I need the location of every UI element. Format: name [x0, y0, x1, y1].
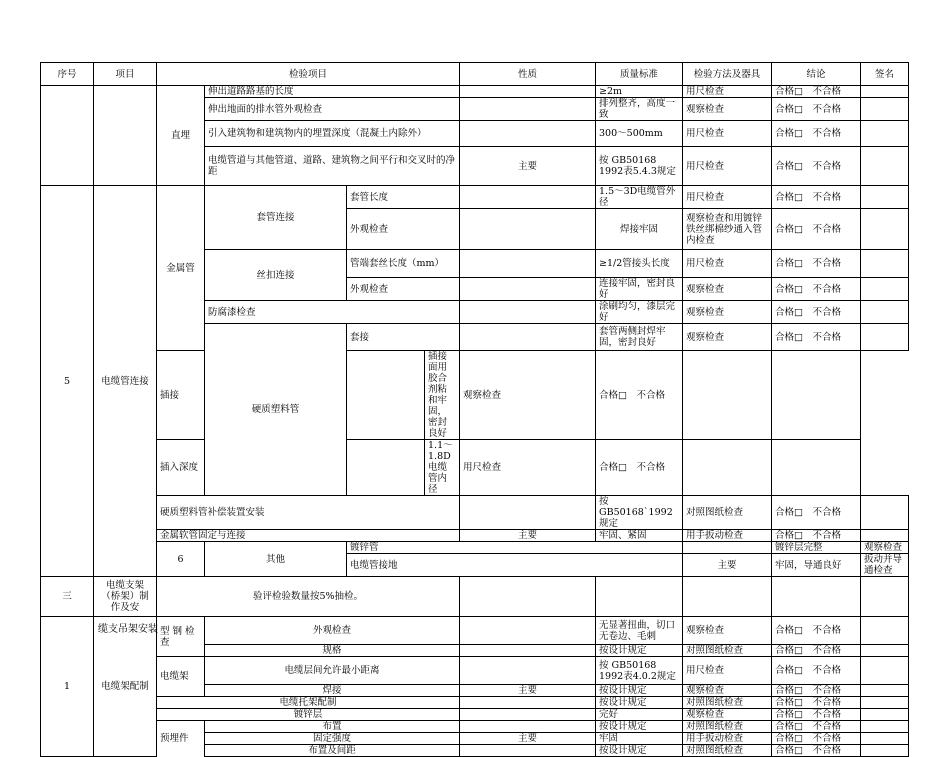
sign-cell — [861, 209, 909, 250]
method-cell: 观察检查 — [683, 709, 772, 721]
sub-group-thread: 丝扣连接 — [205, 250, 347, 301]
method-cell: 用尺检查 — [683, 121, 772, 147]
conclusion-cell: 合格□ 不合格 — [772, 496, 861, 530]
check-item: 套管长度 — [347, 186, 460, 209]
seq-cell — [41, 86, 94, 186]
check-item: 防腐漆检查 — [205, 301, 460, 324]
standard-cell: 涂刷均匀，漆层完好 — [596, 301, 683, 324]
conclusion-cell: 合格□ 不合格 — [772, 617, 861, 645]
sign-cell — [861, 98, 909, 121]
nature-cell — [460, 697, 596, 709]
sign-cell — [861, 324, 909, 351]
nature-cell — [460, 121, 596, 147]
table-row — [41, 496, 909, 530]
method-cell: 观察检查 — [683, 98, 772, 121]
sign-cell — [861, 530, 909, 542]
sign-cell — [861, 733, 909, 745]
section-name: 电缆管连接 — [94, 186, 157, 577]
method-cell: 用尺检查 — [683, 147, 772, 186]
table-row — [41, 577, 909, 617]
section-description: 验评检验数量按5%抽检。 — [157, 577, 460, 617]
nature-cell — [460, 86, 596, 98]
method-cell: 用手扳动检查 — [683, 733, 772, 745]
conclusion-cell: 合格□ 不合格 — [772, 301, 861, 324]
nature-cell: 主要 — [460, 530, 596, 542]
check-item: 电缆层间允许最小距离 — [205, 657, 460, 685]
nature-cell — [460, 617, 596, 645]
nature-cell — [460, 98, 596, 121]
standard-cell: 按设计规定 — [596, 745, 683, 757]
nature-cell: 主要 — [460, 147, 596, 186]
group-cable-rack: 电缆架 — [157, 657, 205, 697]
standard-cell: 牢固 — [596, 733, 683, 745]
sign-cell — [861, 278, 909, 301]
col-seq: 序号 — [41, 63, 94, 86]
conclusion-cell: 合格□ 不合格 — [772, 657, 861, 685]
standard-cell: 1.5～3D电缆管外径 — [596, 186, 683, 209]
standard-cell: 牢固、紧固 — [596, 530, 683, 542]
method-cell: 观察检查 — [683, 278, 772, 301]
sign-cell — [861, 147, 909, 186]
standard-cell: 按GB50168`1992规定 — [596, 496, 683, 530]
sign-cell — [861, 697, 909, 709]
check-item: 镀锌层 — [157, 709, 460, 721]
check-item: 电缆托架配制 — [157, 697, 460, 709]
section-name: 电缆架配制 — [94, 617, 157, 757]
conclusion-cell: 合格□ 不合格 — [596, 440, 683, 496]
method-cell: 观察检查 — [460, 351, 596, 440]
conclusion-cell: 合格□ 不合格 — [772, 186, 861, 209]
method-cell: 用手扳动检查 — [683, 530, 772, 542]
table-row — [41, 186, 909, 209]
nature-cell: 主要 — [460, 685, 596, 697]
standard-cell: 镀锌层完整 — [772, 542, 861, 554]
sign-cell — [861, 745, 909, 757]
check-item: 硬质塑料管补偿装置安装 — [157, 496, 460, 530]
conclusion-cell: 合格□ 不合格 — [772, 709, 861, 721]
standard-cell: 牢固，导通良好 — [772, 554, 861, 577]
nature-cell — [460, 645, 596, 657]
header-row — [41, 63, 909, 86]
inspection-table — [40, 62, 909, 757]
nature-cell — [460, 721, 596, 733]
sign-cell — [861, 617, 909, 645]
table-row — [41, 542, 909, 554]
note-cell — [772, 440, 861, 496]
conclusion-cell: 合格□ 不合格 — [772, 645, 861, 657]
standard-cell: 300～500mm — [596, 121, 683, 147]
check-item: 伸出道路路基的长度 — [205, 86, 460, 98]
nature-cell — [460, 209, 596, 250]
group-embedded: 预埋件 — [157, 721, 205, 757]
section-number: 5 — [41, 186, 94, 577]
standard-cell: 连接牢固，密封良好 — [596, 278, 683, 301]
method-cell: 用尺检查 — [683, 250, 772, 278]
sign-cell — [861, 577, 909, 617]
standard-cell: 按设计规定 — [596, 685, 683, 697]
standard-cell: 按设计规定 — [596, 721, 683, 733]
sign-cell — [861, 121, 909, 147]
check-item: 引入建筑物和建筑物内的埋置深度（混凝土内除外） — [205, 121, 460, 147]
section-name: 电缆支架（桥架）制作及安 — [94, 577, 157, 617]
table-row — [41, 351, 909, 440]
standard-cell: 无显著扭曲，切口无卷边、毛刺 — [596, 617, 683, 645]
standard-cell: 套管两侧封焊牢固，密封良好 — [596, 324, 683, 351]
method-cell: 观察检查 — [683, 617, 772, 645]
conclusion-cell: 合格□ 不合格 — [772, 685, 861, 697]
check-item: 固定强度 — [205, 733, 460, 745]
sign-cell — [861, 250, 909, 278]
conclusion-cell: 合格□ 不合格 — [772, 98, 861, 121]
check-item: 外观检查 — [347, 209, 460, 250]
method-cell: 观察检查 — [683, 324, 772, 351]
method-cell: 用尺检查 — [683, 657, 772, 685]
nature-cell — [347, 351, 425, 440]
method-cell: 用尺检查 — [683, 186, 772, 209]
group-steel-check: 型 钢 检查 — [157, 617, 205, 657]
nature-cell — [347, 440, 425, 496]
col-method: 检验方法及器具 — [683, 63, 772, 86]
standard-cell: ≥1/2管接头长度 — [596, 250, 683, 278]
check-item: 管端套丝长度（mm） — [347, 250, 460, 278]
conclusion-cell: 合格□ 不合格 — [772, 530, 861, 542]
sign-cell — [861, 301, 909, 324]
sign-cell — [683, 440, 772, 496]
standard-cell: 插接面用胶合剂粘和牢固，密封良好 — [425, 351, 460, 440]
col-conclusion: 结论 — [772, 63, 861, 86]
col-standard: 质量标准 — [596, 63, 683, 86]
method-cell: 对照图纸检查 — [683, 745, 772, 757]
conclusion-cell: 合格□ 不合格 — [772, 733, 861, 745]
standard-cell: 按设计规定 — [596, 697, 683, 709]
col-content: 检验项目 — [157, 63, 460, 86]
check-item: 套接 — [347, 324, 460, 351]
item-cell — [94, 86, 157, 186]
sub-group-sleeve: 套管连接 — [205, 186, 347, 250]
check-item: 布置 — [205, 721, 460, 733]
table-row — [41, 440, 909, 496]
nature-cell — [460, 324, 596, 351]
nature-cell — [460, 496, 596, 530]
check-item: 规格 — [205, 645, 460, 657]
check-item: 伸出地面的排水管外观检查 — [205, 98, 460, 121]
group-metal-pipe: 金属管 — [157, 186, 205, 351]
standard-cell: 按设计规定 — [596, 645, 683, 657]
sign-cell — [861, 721, 909, 733]
conclusion-cell: 合格□ 不合格 — [772, 278, 861, 301]
section-number: 1 — [41, 617, 94, 757]
conclusion-cell: 合格□ 不合格 — [772, 86, 861, 98]
method-cell: 用尺检查 — [683, 86, 772, 98]
standard-cell: 完好 — [596, 709, 683, 721]
table-row — [41, 697, 909, 709]
table-row — [41, 86, 909, 98]
standard-cell: 排列整齐，高度一致 — [596, 98, 683, 121]
method-cell: 对照图纸检查 — [683, 697, 772, 709]
check-item: 外观检查 — [205, 617, 460, 645]
check-item: 焊接 — [205, 685, 460, 697]
group-direct: 直埋 — [157, 86, 205, 186]
table-row — [41, 530, 909, 542]
note-cell — [772, 351, 861, 440]
method-cell: 扳动并导通检查 — [861, 554, 909, 577]
conclusion-cell — [772, 577, 861, 617]
sign-cell — [861, 496, 909, 530]
check-item: 镀锌管 — [347, 542, 683, 554]
footnote-text: 缆支吊架安装 — [98, 624, 158, 635]
section-name: 其他 — [205, 542, 347, 577]
table-row — [41, 709, 909, 721]
inspection-sheet — [40, 62, 908, 757]
conclusion-cell: 合格□ 不合格 — [596, 351, 683, 440]
nature-cell — [460, 301, 596, 324]
nature-cell — [460, 186, 596, 209]
conclusion-cell: 合格□ 不合格 — [772, 697, 861, 709]
method-cell: 对照图纸检查 — [683, 645, 772, 657]
standard-cell: 焊接牢固 — [596, 209, 683, 250]
sign-cell — [683, 351, 772, 440]
check-item: 布置及间距 — [205, 745, 460, 757]
nature-cell: 主要 — [683, 554, 772, 577]
method-cell: 对照图纸检查 — [683, 496, 772, 530]
method-cell: 观察检查 — [683, 685, 772, 697]
sign-cell — [861, 657, 909, 685]
sign-cell — [861, 709, 909, 721]
method-cell: 对照图纸检查 — [683, 721, 772, 733]
section-number: 三 — [41, 577, 94, 617]
check-item: 电缆管道与其他管道、道路、建筑物之间平行和交叉时的净距 — [205, 147, 460, 186]
table-row — [41, 721, 909, 733]
conclusion-cell: 合格□ 不合格 — [772, 147, 861, 186]
conclusion-cell: 合格□ 不合格 — [772, 209, 861, 250]
standard-cell: 1.1～1.8D电缆管内径 — [425, 440, 460, 496]
check-item: 电缆管接地 — [347, 554, 683, 577]
check-item: 插接 — [157, 351, 347, 440]
section-number: 6 — [157, 542, 205, 577]
conclusion-cell: 合格□ 不合格 — [772, 250, 861, 278]
method-cell: 观察检查和用镀锌铁丝绑棉纱通入管内检查 — [683, 209, 772, 250]
standard-cell: 按 GB50168 1992表5.4.3规定 — [596, 147, 683, 186]
conclusion-cell: 合格□ 不合格 — [772, 121, 861, 147]
sign-cell — [861, 685, 909, 697]
table-row — [41, 617, 909, 645]
method-cell: 用尺检查 — [460, 440, 596, 496]
col-item: 项目 — [94, 63, 157, 86]
conclusion-cell: 合格□ 不合格 — [772, 324, 861, 351]
check-item: 外观检查 — [347, 278, 460, 301]
standard-cell — [596, 577, 683, 617]
method-cell — [683, 577, 772, 617]
method-cell: 观察检查 — [861, 542, 909, 554]
check-item: 金属软管固定与连接 — [157, 530, 460, 542]
nature-cell — [460, 278, 596, 301]
conclusion-cell: 合格□ 不合格 — [772, 721, 861, 733]
nature-cell — [460, 745, 596, 757]
conclusion-cell: 合格□ 不合格 — [772, 745, 861, 757]
col-sign: 签名 — [861, 63, 909, 86]
nature-cell — [460, 657, 596, 685]
nature-cell — [460, 709, 596, 721]
method-cell: 观察检查 — [683, 301, 772, 324]
group-hard-plastic: 硬质塑料管 — [205, 324, 347, 496]
standard-cell: ≥2m — [596, 86, 683, 98]
nature-cell: 主要 — [460, 733, 596, 745]
check-item: 插入深度 — [157, 440, 347, 496]
nature-cell — [460, 250, 596, 278]
sign-cell — [861, 186, 909, 209]
nature-cell — [683, 542, 772, 554]
col-nature: 性质 — [460, 63, 596, 86]
table-row — [41, 657, 909, 685]
nature-cell — [460, 577, 596, 617]
standard-cell: 按 GB50168 1992表4.0.2规定 — [596, 657, 683, 685]
sign-cell — [861, 86, 909, 98]
sign-cell — [861, 645, 909, 657]
